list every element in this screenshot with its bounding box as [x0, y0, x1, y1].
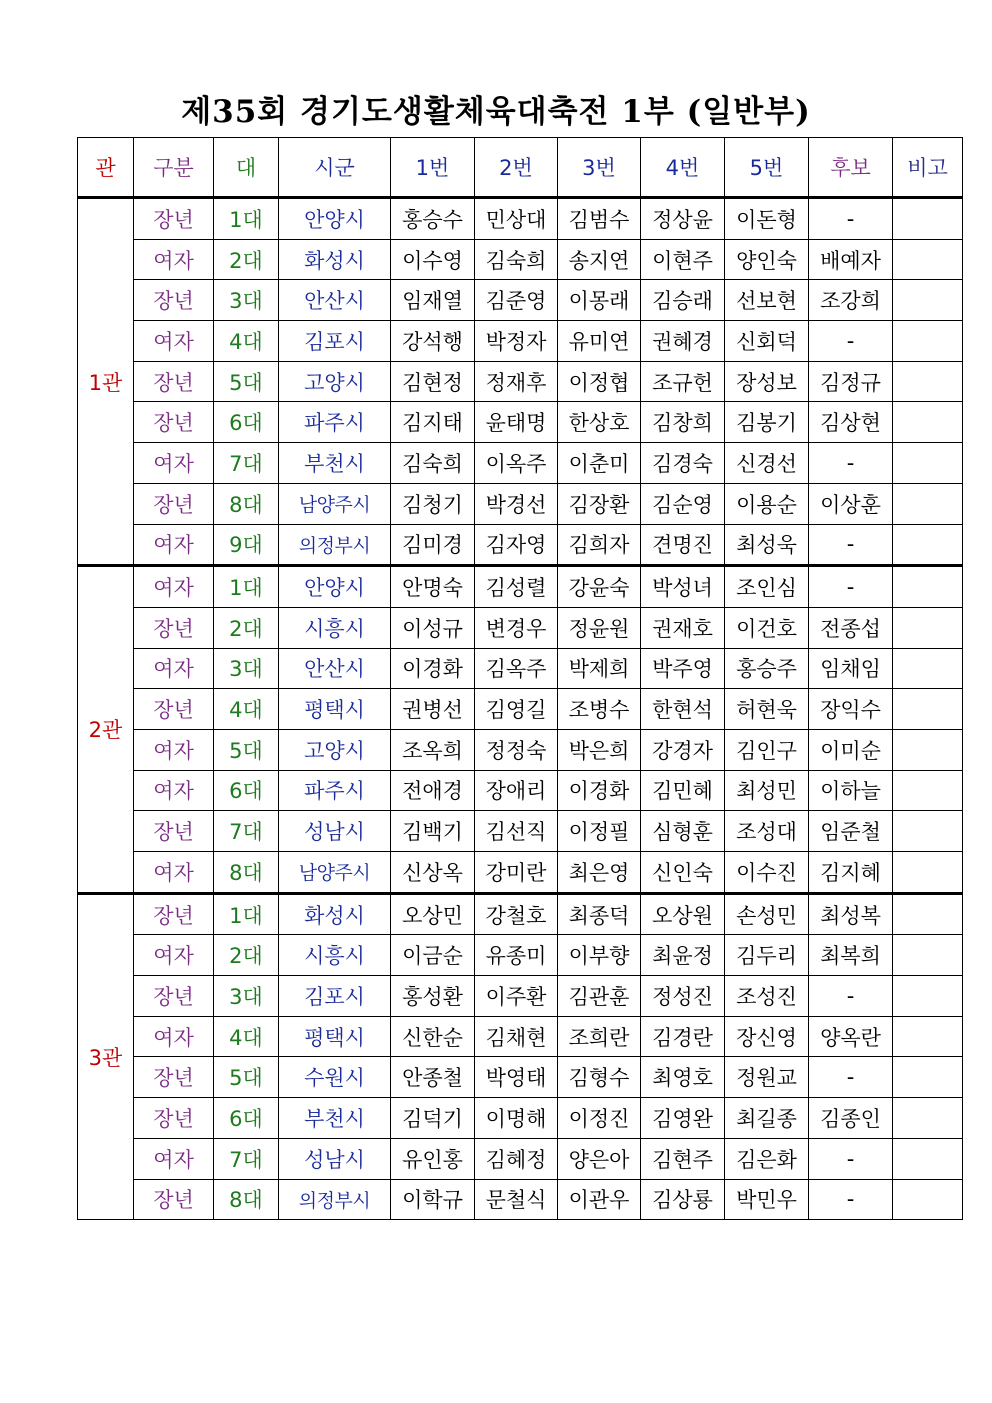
table-row	[78, 976, 963, 1017]
city-cell: 파주시	[279, 402, 391, 443]
player-1-cell: 이수영	[391, 239, 475, 280]
city-cell: 안양시	[279, 566, 391, 608]
header-note: 비고	[893, 138, 963, 198]
hall-group-2	[78, 566, 963, 894]
header-category: 구분	[134, 138, 214, 198]
category-cell: 장년	[134, 280, 214, 321]
category-cell: 여자	[134, 524, 214, 566]
player-1-cell: 김숙희	[391, 443, 475, 484]
team-cell: 3대	[214, 280, 279, 321]
player-5-cell: 손성민	[725, 893, 809, 935]
hall-label: 2관	[78, 566, 134, 894]
category-cell: 장년	[134, 1057, 214, 1098]
team-cell: 5대	[214, 729, 279, 770]
category-cell: 장년	[134, 976, 214, 1017]
team-cell: 3대	[214, 976, 279, 1017]
player-5-cell: 조성대	[725, 811, 809, 852]
note-cell	[893, 729, 963, 770]
player-5-cell: 조성진	[725, 976, 809, 1017]
reserve-cell: 이미순	[809, 729, 893, 770]
reserve-cell: -	[809, 1179, 893, 1220]
player-1-cell: 이경화	[391, 648, 475, 689]
player-4-cell: 정성진	[641, 976, 725, 1017]
player-2-cell: 김성렬	[475, 566, 558, 608]
player-1-cell: 강석행	[391, 321, 475, 362]
player-2-cell: 김선직	[475, 811, 558, 852]
player-5-cell: 장신영	[725, 1016, 809, 1057]
note-cell	[893, 811, 963, 852]
player-3-cell: 김형수	[558, 1057, 641, 1098]
player-4-cell: 권혜경	[641, 321, 725, 362]
player-5-cell: 신회덕	[725, 321, 809, 362]
hall-group-1	[78, 198, 963, 566]
city-cell: 파주시	[279, 770, 391, 811]
player-3-cell: 조병수	[558, 689, 641, 730]
player-3-cell: 유미연	[558, 321, 641, 362]
player-5-cell: 최길종	[725, 1098, 809, 1139]
header-player-3: 3번	[558, 138, 641, 198]
header-player-5: 5번	[725, 138, 809, 198]
note-cell	[893, 402, 963, 443]
team-cell: 2대	[214, 935, 279, 976]
player-5-cell: 허현욱	[725, 689, 809, 730]
team-cell: 6대	[214, 770, 279, 811]
player-1-cell: 안명숙	[391, 566, 475, 608]
player-4-cell: 김승래	[641, 280, 725, 321]
category-cell: 장년	[134, 402, 214, 443]
player-3-cell: 정윤원	[558, 607, 641, 648]
player-3-cell: 조희란	[558, 1016, 641, 1057]
team-cell: 1대	[214, 198, 279, 240]
player-1-cell: 김백기	[391, 811, 475, 852]
team-cell: 7대	[214, 443, 279, 484]
hall-label: 3관	[78, 893, 134, 1220]
team-cell: 6대	[214, 1098, 279, 1139]
player-3-cell: 최종덕	[558, 893, 641, 935]
reserve-cell: -	[809, 976, 893, 1017]
player-3-cell: 박은희	[558, 729, 641, 770]
reserve-cell: 김정규	[809, 361, 893, 402]
player-2-cell: 이명해	[475, 1098, 558, 1139]
city-cell: 화성시	[279, 239, 391, 280]
note-cell	[893, 1016, 963, 1057]
reserve-cell: 김종인	[809, 1098, 893, 1139]
category-cell: 여자	[134, 852, 214, 894]
team-cell: 3대	[214, 648, 279, 689]
table-row	[78, 1016, 963, 1057]
player-4-cell: 조규헌	[641, 361, 725, 402]
note-cell	[893, 1179, 963, 1220]
player-3-cell: 김범수	[558, 198, 641, 240]
player-4-cell: 박주영	[641, 648, 725, 689]
team-cell: 5대	[214, 1057, 279, 1098]
note-cell	[893, 648, 963, 689]
city-cell: 평택시	[279, 689, 391, 730]
note-cell	[893, 1098, 963, 1139]
note-cell	[893, 976, 963, 1017]
team-cell: 5대	[214, 361, 279, 402]
team-cell: 4대	[214, 321, 279, 362]
player-1-cell: 안종철	[391, 1057, 475, 1098]
player-1-cell: 이학규	[391, 1179, 475, 1220]
player-4-cell: 최윤정	[641, 935, 725, 976]
player-3-cell: 이관우	[558, 1179, 641, 1220]
player-2-cell: 장애리	[475, 770, 558, 811]
player-5-cell: 조인심	[725, 566, 809, 608]
player-3-cell: 이경화	[558, 770, 641, 811]
player-4-cell: 김민혜	[641, 770, 725, 811]
header-player-4: 4번	[641, 138, 725, 198]
player-4-cell: 김경란	[641, 1016, 725, 1057]
table-row	[78, 689, 963, 730]
city-cell: 성남시	[279, 811, 391, 852]
player-2-cell: 민상대	[475, 198, 558, 240]
category-cell: 여자	[134, 935, 214, 976]
player-4-cell: 김순영	[641, 483, 725, 524]
player-5-cell: 홍승주	[725, 648, 809, 689]
city-cell: 고양시	[279, 729, 391, 770]
table-row	[78, 402, 963, 443]
note-cell	[893, 935, 963, 976]
category-cell: 여자	[134, 321, 214, 362]
category-cell: 여자	[134, 239, 214, 280]
player-3-cell: 박제희	[558, 648, 641, 689]
table-row	[78, 811, 963, 852]
player-2-cell: 김자영	[475, 524, 558, 566]
player-5-cell: 최성민	[725, 770, 809, 811]
reserve-cell: 김상현	[809, 402, 893, 443]
player-2-cell: 변경우	[475, 607, 558, 648]
table-row	[78, 566, 963, 608]
city-cell: 남양주시	[279, 483, 391, 524]
player-2-cell: 김영길	[475, 689, 558, 730]
player-4-cell: 신인숙	[641, 852, 725, 894]
player-1-cell: 신한순	[391, 1016, 475, 1057]
player-1-cell: 오상민	[391, 893, 475, 935]
team-cell: 9대	[214, 524, 279, 566]
table-row	[78, 935, 963, 976]
note-cell	[893, 893, 963, 935]
player-1-cell: 임재열	[391, 280, 475, 321]
category-cell: 여자	[134, 648, 214, 689]
player-5-cell: 신경선	[725, 443, 809, 484]
player-4-cell: 김현주	[641, 1138, 725, 1179]
player-2-cell: 윤태명	[475, 402, 558, 443]
player-5-cell: 양인숙	[725, 239, 809, 280]
team-cell: 4대	[214, 689, 279, 730]
city-cell: 안산시	[279, 280, 391, 321]
note-cell	[893, 1057, 963, 1098]
team-cell: 8대	[214, 852, 279, 894]
player-5-cell: 김두리	[725, 935, 809, 976]
player-1-cell: 김미경	[391, 524, 475, 566]
note-cell	[893, 443, 963, 484]
category-cell: 장년	[134, 1098, 214, 1139]
player-1-cell: 이금순	[391, 935, 475, 976]
city-cell: 화성시	[279, 893, 391, 935]
player-1-cell: 유인홍	[391, 1138, 475, 1179]
player-4-cell: 김상룡	[641, 1179, 725, 1220]
player-1-cell: 신상옥	[391, 852, 475, 894]
header-team: 대	[214, 138, 279, 198]
player-3-cell: 한상호	[558, 402, 641, 443]
reserve-cell: 이하늘	[809, 770, 893, 811]
player-5-cell: 박민우	[725, 1179, 809, 1220]
hall-group-3	[78, 893, 963, 1220]
reserve-cell: -	[809, 443, 893, 484]
player-4-cell: 오상원	[641, 893, 725, 935]
player-1-cell: 김청기	[391, 483, 475, 524]
player-4-cell: 최영호	[641, 1057, 725, 1098]
hall-label: 1관	[78, 198, 134, 566]
player-1-cell: 조옥희	[391, 729, 475, 770]
table-row	[78, 524, 963, 566]
player-2-cell: 김옥주	[475, 648, 558, 689]
reserve-cell: 임준철	[809, 811, 893, 852]
category-cell: 장년	[134, 1179, 214, 1220]
category-cell: 여자	[134, 566, 214, 608]
table-row	[78, 361, 963, 402]
table-row	[78, 483, 963, 524]
category-cell: 여자	[134, 729, 214, 770]
player-3-cell: 김장환	[558, 483, 641, 524]
player-2-cell: 박정자	[475, 321, 558, 362]
player-4-cell: 김경숙	[641, 443, 725, 484]
player-5-cell: 정원교	[725, 1057, 809, 1098]
player-2-cell: 이옥주	[475, 443, 558, 484]
player-3-cell: 강윤숙	[558, 566, 641, 608]
player-1-cell: 권병선	[391, 689, 475, 730]
category-cell: 장년	[134, 361, 214, 402]
header-row	[78, 138, 963, 198]
player-3-cell: 이춘미	[558, 443, 641, 484]
player-4-cell: 정상윤	[641, 198, 725, 240]
reserve-cell: -	[809, 321, 893, 362]
table-row	[78, 321, 963, 362]
reserve-cell: 양옥란	[809, 1016, 893, 1057]
city-cell: 김포시	[279, 321, 391, 362]
player-3-cell: 양은아	[558, 1138, 641, 1179]
city-cell: 시흥시	[279, 607, 391, 648]
player-4-cell: 권재호	[641, 607, 725, 648]
table-row	[78, 852, 963, 894]
player-5-cell: 김봉기	[725, 402, 809, 443]
header-hall: 관	[78, 138, 134, 198]
note-cell	[893, 524, 963, 566]
table-row	[78, 893, 963, 935]
category-cell: 장년	[134, 893, 214, 935]
team-cell: 8대	[214, 483, 279, 524]
note-cell	[893, 607, 963, 648]
table-row	[78, 1057, 963, 1098]
team-cell: 1대	[214, 566, 279, 608]
note-cell	[893, 280, 963, 321]
table-row	[78, 770, 963, 811]
category-cell: 여자	[134, 1138, 214, 1179]
team-cell: 7대	[214, 1138, 279, 1179]
player-3-cell: 김희자	[558, 524, 641, 566]
player-5-cell: 선보현	[725, 280, 809, 321]
player-4-cell: 김영완	[641, 1098, 725, 1139]
city-cell: 성남시	[279, 1138, 391, 1179]
header-player-2: 2번	[475, 138, 558, 198]
player-1-cell: 홍승수	[391, 198, 475, 240]
team-cell: 8대	[214, 1179, 279, 1220]
player-1-cell: 이성규	[391, 607, 475, 648]
category-cell: 여자	[134, 770, 214, 811]
table-row	[78, 1098, 963, 1139]
player-4-cell: 한현석	[641, 689, 725, 730]
player-1-cell: 홍성환	[391, 976, 475, 1017]
player-2-cell: 정정숙	[475, 729, 558, 770]
player-3-cell: 이정필	[558, 811, 641, 852]
header-player-1: 1번	[391, 138, 475, 198]
note-cell	[893, 483, 963, 524]
player-2-cell: 김숙희	[475, 239, 558, 280]
team-cell: 2대	[214, 239, 279, 280]
table-row	[78, 239, 963, 280]
team-cell: 1대	[214, 893, 279, 935]
table-row	[78, 648, 963, 689]
player-2-cell: 박경선	[475, 483, 558, 524]
player-2-cell: 유종미	[475, 935, 558, 976]
player-5-cell: 최성욱	[725, 524, 809, 566]
player-4-cell: 심형훈	[641, 811, 725, 852]
player-3-cell: 김관훈	[558, 976, 641, 1017]
team-cell: 2대	[214, 607, 279, 648]
player-4-cell: 강경자	[641, 729, 725, 770]
player-5-cell: 김인구	[725, 729, 809, 770]
note-cell	[893, 239, 963, 280]
category-cell: 장년	[134, 811, 214, 852]
city-cell: 남양주시	[279, 852, 391, 894]
player-2-cell: 강철호	[475, 893, 558, 935]
reserve-cell: -	[809, 524, 893, 566]
city-cell: 의정부시	[279, 1179, 391, 1220]
note-cell	[893, 361, 963, 402]
note-cell	[893, 852, 963, 894]
player-3-cell: 송지연	[558, 239, 641, 280]
player-2-cell: 문철식	[475, 1179, 558, 1220]
player-4-cell: 박성녀	[641, 566, 725, 608]
player-2-cell: 김채현	[475, 1016, 558, 1057]
team-cell: 7대	[214, 811, 279, 852]
note-cell	[893, 566, 963, 608]
note-cell	[893, 1138, 963, 1179]
city-cell: 평택시	[279, 1016, 391, 1057]
city-cell: 부천시	[279, 1098, 391, 1139]
table-row	[78, 1179, 963, 1220]
player-2-cell: 박영태	[475, 1057, 558, 1098]
player-1-cell: 김지태	[391, 402, 475, 443]
reserve-cell: -	[809, 1138, 893, 1179]
reserve-cell: 배예자	[809, 239, 893, 280]
table-row	[78, 607, 963, 648]
city-cell: 수원시	[279, 1057, 391, 1098]
note-cell	[893, 321, 963, 362]
city-cell: 안양시	[279, 198, 391, 240]
reserve-cell: 이상훈	[809, 483, 893, 524]
note-cell	[893, 198, 963, 240]
table-row	[78, 198, 963, 240]
player-4-cell: 견명진	[641, 524, 725, 566]
reserve-cell: 조강희	[809, 280, 893, 321]
city-cell: 부천시	[279, 443, 391, 484]
player-5-cell: 이수진	[725, 852, 809, 894]
category-cell: 여자	[134, 1016, 214, 1057]
player-2-cell: 정재후	[475, 361, 558, 402]
player-4-cell: 이현주	[641, 239, 725, 280]
category-cell: 장년	[134, 689, 214, 730]
reserve-cell: 최성복	[809, 893, 893, 935]
note-cell	[893, 689, 963, 730]
page-title: 제35회 경기도생활체육대축전 1부 (일반부)	[181, 94, 811, 130]
player-3-cell: 최은영	[558, 852, 641, 894]
player-1-cell: 김현정	[391, 361, 475, 402]
reserve-cell: 장익수	[809, 689, 893, 730]
player-5-cell: 이돈형	[725, 198, 809, 240]
city-cell: 고양시	[279, 361, 391, 402]
table-row	[78, 1138, 963, 1179]
player-3-cell: 이부향	[558, 935, 641, 976]
city-cell: 김포시	[279, 976, 391, 1017]
city-cell: 시흥시	[279, 935, 391, 976]
reserve-cell: -	[809, 198, 893, 240]
roster-table	[77, 137, 963, 1220]
category-cell: 장년	[134, 607, 214, 648]
reserve-cell: 김지혜	[809, 852, 893, 894]
reserve-cell: 임채임	[809, 648, 893, 689]
player-1-cell: 김덕기	[391, 1098, 475, 1139]
team-cell: 6대	[214, 402, 279, 443]
table-row	[78, 280, 963, 321]
category-cell: 장년	[134, 198, 214, 240]
player-5-cell: 이용순	[725, 483, 809, 524]
reserve-cell: 최복희	[809, 935, 893, 976]
player-3-cell: 이정협	[558, 361, 641, 402]
player-2-cell: 이주환	[475, 976, 558, 1017]
city-cell: 안산시	[279, 648, 391, 689]
player-3-cell: 이정진	[558, 1098, 641, 1139]
reserve-cell: -	[809, 1057, 893, 1098]
category-cell: 장년	[134, 483, 214, 524]
player-5-cell: 이건호	[725, 607, 809, 648]
team-cell: 4대	[214, 1016, 279, 1057]
note-cell	[893, 770, 963, 811]
player-2-cell: 김준영	[475, 280, 558, 321]
table-row	[78, 729, 963, 770]
player-3-cell: 이몽래	[558, 280, 641, 321]
player-2-cell: 강미란	[475, 852, 558, 894]
city-cell: 의정부시	[279, 524, 391, 566]
player-5-cell: 김은화	[725, 1138, 809, 1179]
player-5-cell: 장성보	[725, 361, 809, 402]
header-city: 시군	[279, 138, 391, 198]
table-row	[78, 443, 963, 484]
header-reserve: 후보	[809, 138, 893, 198]
player-2-cell: 김혜정	[475, 1138, 558, 1179]
reserve-cell: 전종섭	[809, 607, 893, 648]
player-4-cell: 김창희	[641, 402, 725, 443]
category-cell: 여자	[134, 443, 214, 484]
player-1-cell: 전애경	[391, 770, 475, 811]
reserve-cell: -	[809, 566, 893, 608]
